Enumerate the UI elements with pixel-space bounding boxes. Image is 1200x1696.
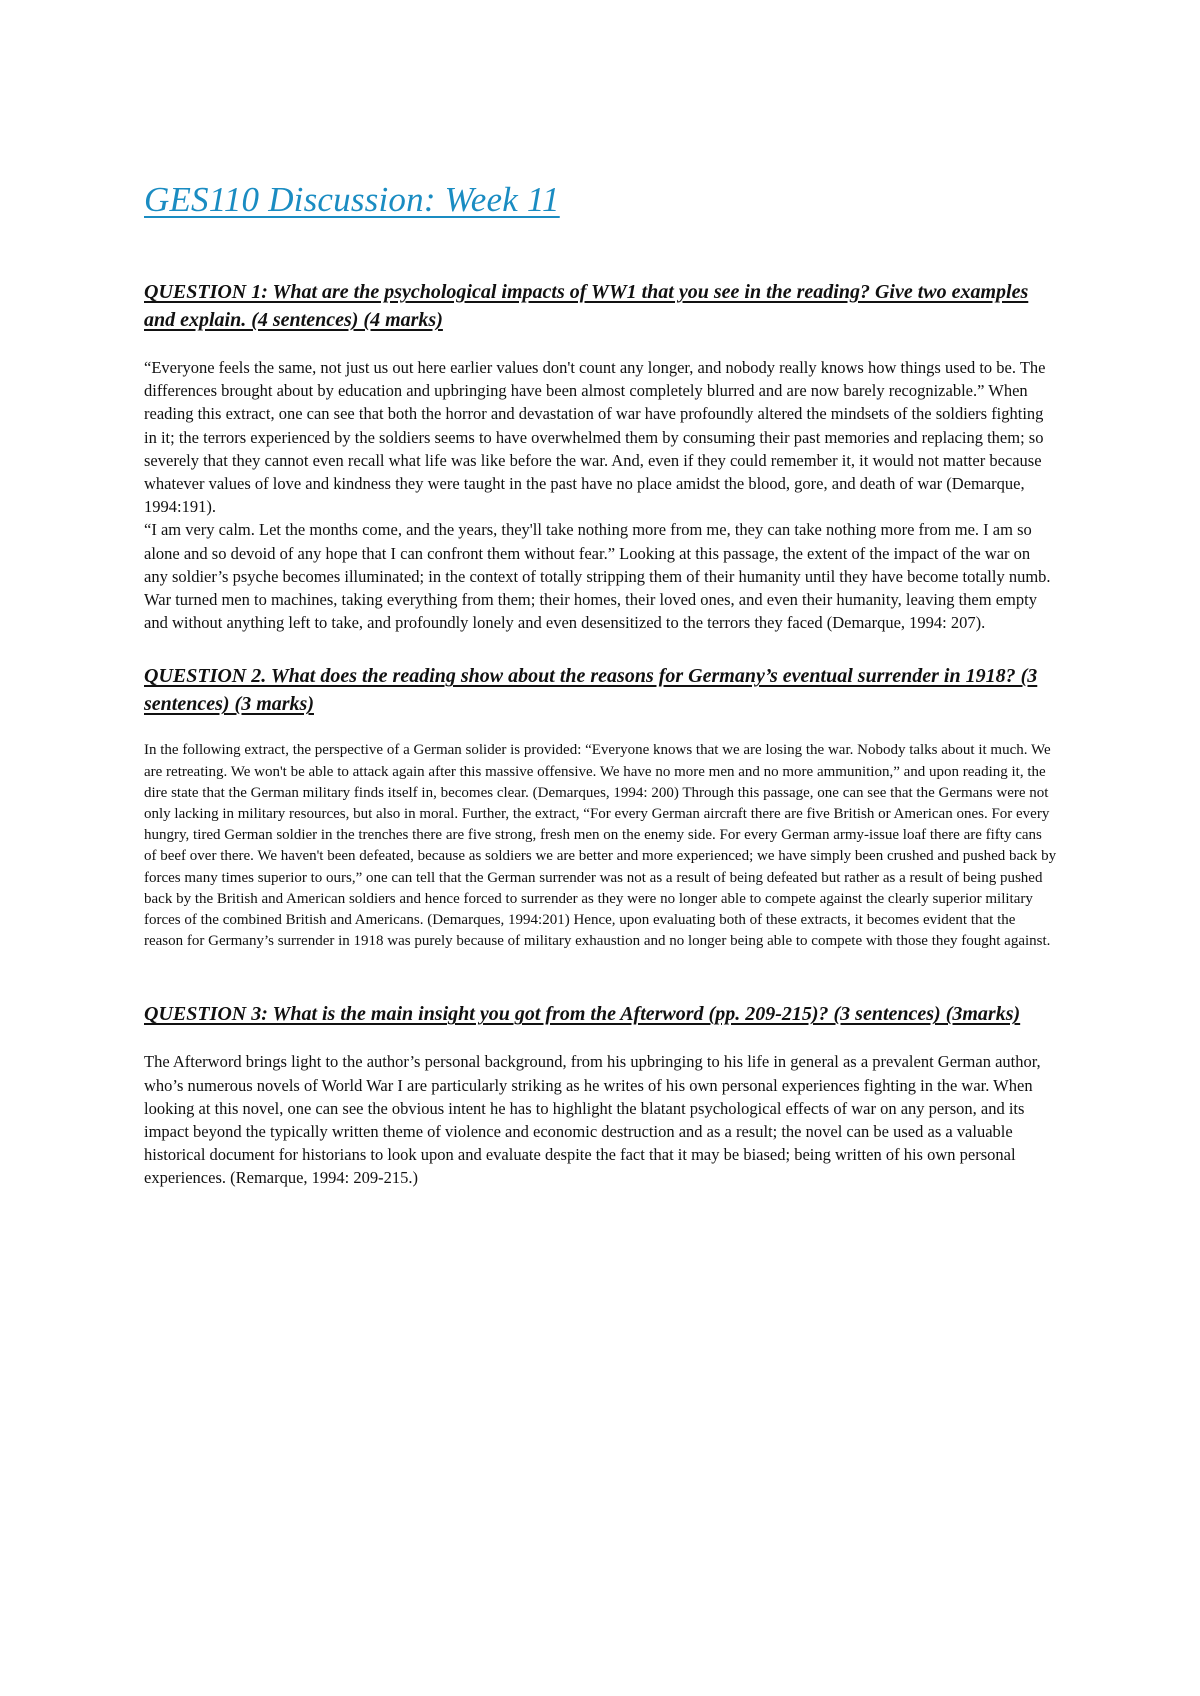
answer-1-paragraph-2: “I am very calm. Let the months come, and the years, they'll take nothing more from me, they can take nothing more from me. I am so alone and so devoid of any hope that I can confront them without fear.” Looking at this passage, the extent of the impact of the war on any soldier’s psyche becomes illuminated; in the context of totally stripping them of their humanity until they have become totally numb. War turned men to machines, taking everything from them; their homes, their loved ones, and even their humanity, leaving them empty and without anything left to take, and profoundly lonely and even desensitized to the terrors they faced (Demarque, 1994: 207). [144,520,1051,633]
document-page [144,180,1058,1190]
document-title: GES110 Discussion: Week 11 [144,180,560,219]
question-1-heading: QUESTION 1: What are the psychological impacts of WW1 that you see in the reading? Give two examples and explain. (4 sentences) (4 marks) [144,281,1029,331]
answer-2-paragraph-1: In the following extract, the perspective of a German solider is provided: “Everyone knows that we are losing the war. Nobody talks about it much. We are retreating. We won't be able to attack again after this massive offensive. We have no more men and no more ammunition,” and upon reading it, the dire state that the German military finds itself in, becomes clear. (Demarques, 1994: 200) Through this passage, one can see that the Germans were not only lacking in military resources, but also in moral. Further, the extract, “For every German aircraft there are five British or American ones. For every hungry, tired German soldier in the trenches there are five strong, fresh men on the enemy side. For every German army-issue loaf there are fifty cans of beef over there. We haven't been defeated, because as soldiers we are better and more experienced; we have simply been crushed and pushed back by forces many times superior to ours,” one can tell that the German surrender was not as a result of being defeated but rather as a result of being pushed back by the British and American soldiers and hence forced to surrender as they were no longer able to compete against the clearly superior military forces of the combined British and Americans. (Demarques, 1994:201) Hence, upon evaluating both of these extracts, it becomes evident that the reason for Germany’s surrender in 1918 was purely because of military exhaustion and no longer being able to compete with those they fought against. [144,742,1057,950]
question-1-section [144,278,1058,634]
answer-1-paragraph-1: “Everyone feels the same, not just us out here earlier values don't count any longer, and nobody really knows how things used to be. The differences brought about by education and upbringing have been almost completely blurred and are now barely recognizable.” When reading this extract, one can see that both the horror and devastation of war have profoundly altered the mindsets of the soldiers fighting in it; the terrors experienced by the soldiers seems to have overwhelmed them by consuming their past memories and replacing them; so severely that they cannot even recall what life was like before the war. And, even if they could remember it, it would not matter because whatever values of love and kindness they were taught in the past have no place amidst the blood, gore, and death of war (Demarque, 1994:191). [144,358,1046,517]
question-3-heading: QUESTION 3: What is the main insight you got from the Afterword (pp. 209-215)? (3 sentences) (3marks) [144,1003,1021,1026]
question-2-section [144,662,1058,952]
question-2-heading: QUESTION 2. What does the reading show about the reasons for Germany’s eventual surrender in 1918? (3 sentences) (3 marks) [144,665,1038,716]
answer-3-paragraph-1: The Afterword brings light to the author’s personal background, from his upbringing to his life in general as a prevalent German author, who’s numerous novels of World War I are particularly striking as he writes of his own personal experiences fighting in the war. When looking at this novel, one can see the obvious intent he has to highlight the blatant psychological effects of war on any person, and its impact beyond the typically written theme of violence and economic destruction and as a result; the novel can be used as a valuable historical document for historians to look upon and evaluate despite the fact that it may be biased; being written of his own personal experiences. (Remarque, 1994: 209-215.) [144,1052,1041,1188]
question-3-section [144,1000,1058,1189]
